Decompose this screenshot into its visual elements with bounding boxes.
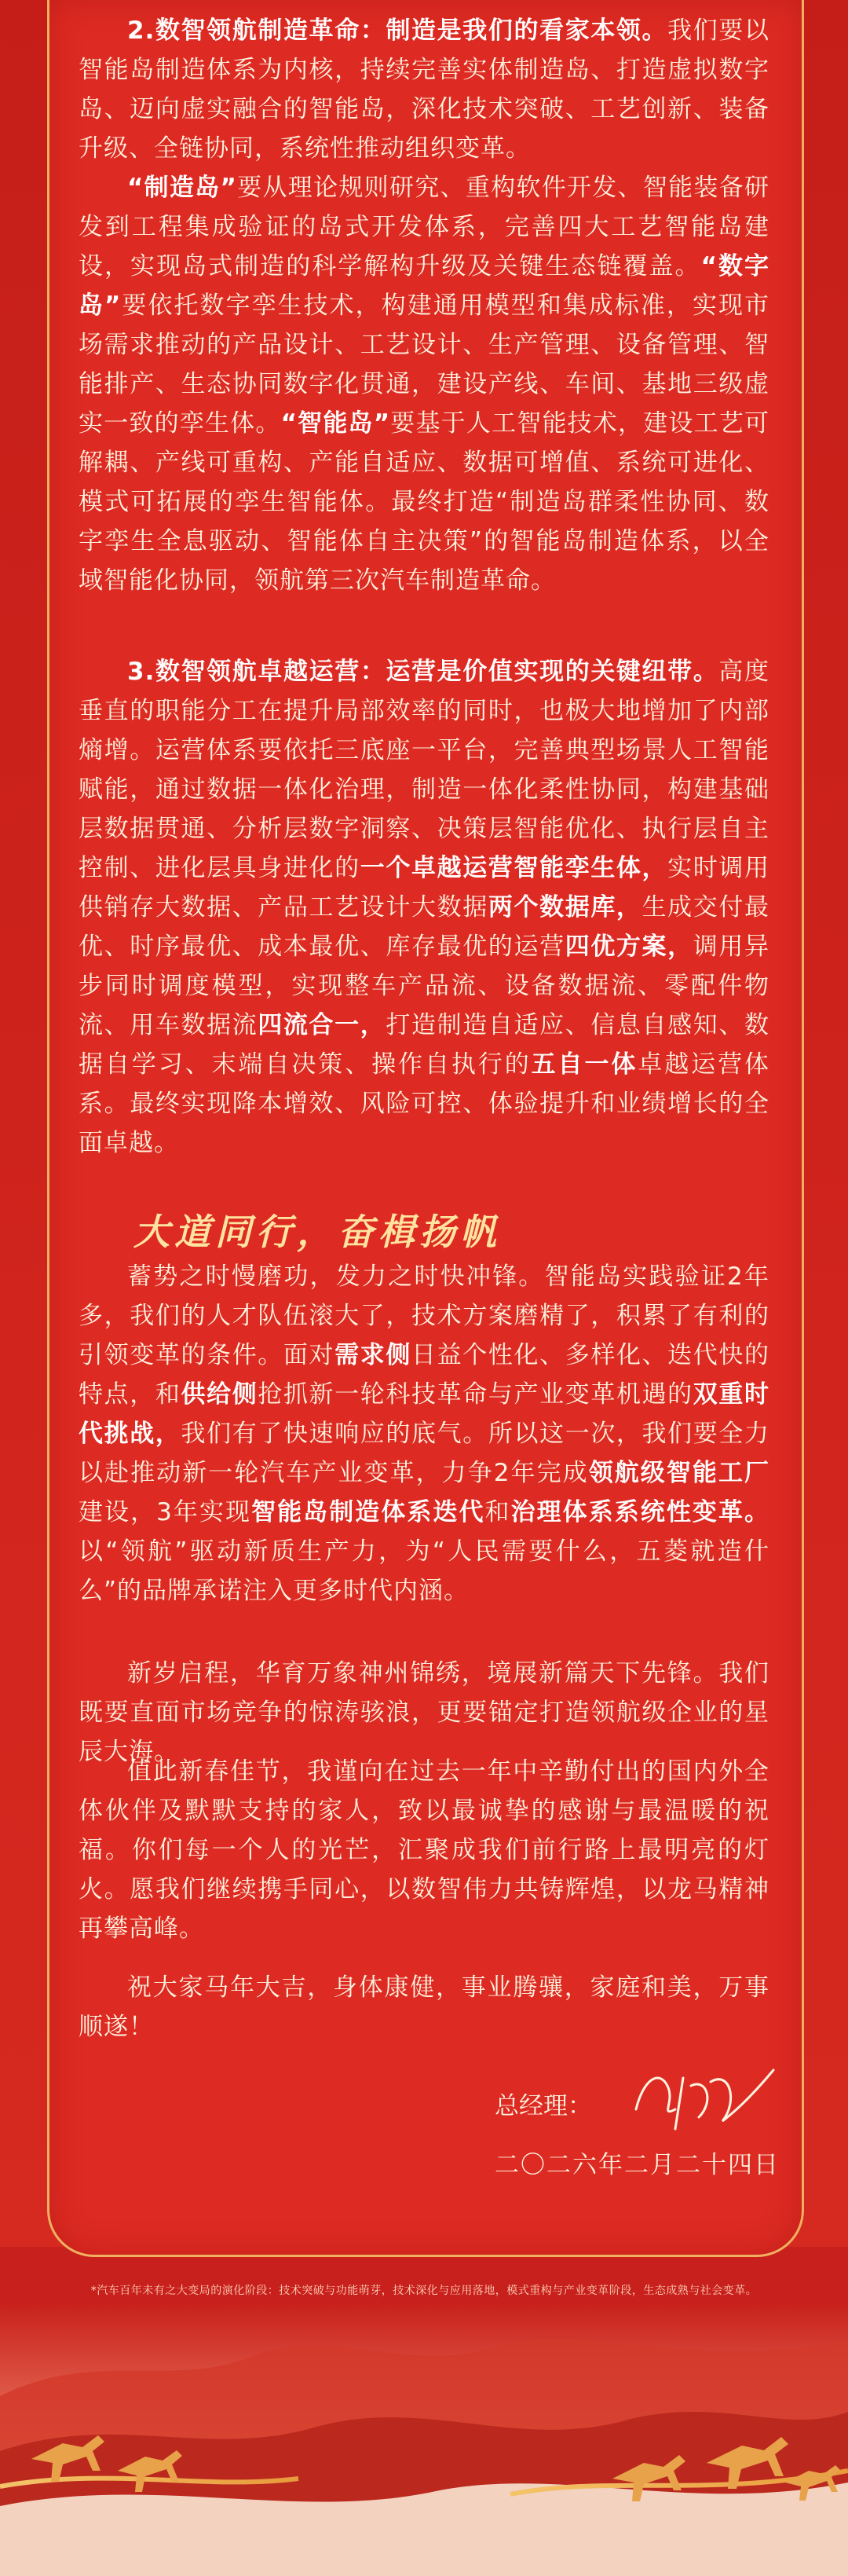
- vision-paragraph: 蓄势之时慢磨功，发力之时快冲锋。智能岛实践验证2年多，我们的人才队伍滚大了，技术方案磨精了，积累了有利的引领变革的条件。面对需求侧日益个性化、多样化、迭代快的特点，和供给侧抢抓新一轮科技革命与产业变革机遇的双重时代挑战，我们有了快速响应的底气。所以这一次，我们要全力以赴推动新一轮汽车产业变革，力争2年完成领航级智能工厂建设，3年实现智能岛制造体系迭代和治理体系系统性变革。以“领航”驱动新质生产力，为“人民需要什么，五菱就造什么”的品牌承诺注入更多时代内涵。: [79, 1262, 770, 1605]
- gratitude-paragraph: 值此新春佳节，我谨向在过去一年中辛勤付出的国内外全体伙伴及默默支持的家人，致以最诚挚的感谢与最温暖的祝福。你们每一个人的光芒，汇聚成我们前行路上最明亮的灯火。愿我们继续携手同心，以数智伟力共铸辉煌，以龙马精神再攀高峰。: [79, 1757, 769, 1943]
- section-2-islands-paragraph: “制造岛”要从理论规则研究、重构软件开发、智能装备研发到工程集成验证的岛式开发体系，完善四大工艺智能岛建设，实现岛式制造的科学解构升级及关键生态链覆盖。“数字岛”要依托数字孪生技术，构建通用模型和集成标准，实现市场需求推动的产品设计、工艺设计、生产管理、设备管理、智能排产、生态协同数字化贯通，建设产线、车间、基地三级虚实一致的孪生体。“智能岛”要基于人工智能技术，建设工艺可解耦、产线可重构、产能自适应、数据可增值、系统可进化、模式可拓展的孪生智能体。最终打造“制造岛群柔性协同、数字孪生全息驱动、智能体自主决策”的智能岛制造体系，以全域智能化协同，领航第三次汽车制造革命。: [79, 174, 770, 595]
- section-3-paragraph: 3.数智领航卓越运营：运营是价值实现的关键纽带。高度垂直的职能分工在提升局部效率的同时，也极大地增加了内部熵增。运营体系要依托三底座一平台，完善典型场景人工智能赋能，通过数据一体化治理，制造一体化柔性协同，构建基础层数据贯通、分析层数字洞察、决策层智能优化、执行层自主控制、进化层具身进化的一个卓越运营智能孪生体，实时调用供销存大数据、产品工艺设计大数据两个数据库，生成交付最优、时序最优、成本最优、库存最优的运营四优方案，调用异步同时调度模型，实现整车产品流、设备数据流、零配件物流、用车数据流四流合一，打造制造自适应、信息自感知、数据自学习、末端自决策、操作自执行的五自一体卓越运营体系。最终实现降本增效、风险可控、体验提升和业绩增长的全面卓越。: [79, 658, 770, 1157]
- new-year-paragraph: 新岁启程，华育万象神州锦绣，境展新篇天下先锋。我们既要直面市场竞争的惊涛骇浪，更要锚定打造领航级企业的星辰大海。: [79, 1659, 769, 1766]
- section-2-paragraph: 2.数智领航制造革命：制造是我们的看家本领。我们要以智能岛制造体系为内核，持续完善实体制造岛、打造虚拟数字岛、迈向虚实融合的智能岛，深化技术突破、工艺创新、装备升级、全链协同，系统性推动组织变革。: [79, 16, 769, 163]
- wishes-paragraph: 祝大家马年大吉，身体康健，事业腾骧，家庭和美，万事顺遂！: [79, 1973, 769, 2041]
- footnote: *汽车百年未有之大变局的演化阶段：技术突破与功能萌芽，技术深化与应用落地，模式重构与产业变革阶段，生态成熟与社会变革。: [90, 2285, 758, 2297]
- mountain-horses-art: [0, 2302, 848, 2576]
- handwritten-signature: [620, 2054, 785, 2141]
- section-title: 大道同行，奋楫扬帆: [133, 1211, 501, 1253]
- section-2-heading: 2.数智领航制造革命：制造是我们的看家本领。: [127, 16, 668, 45]
- section-3-heading: 3.数智领航卓越运营：运营是价值实现的关键纽带。: [127, 658, 719, 686]
- signature-date: 二〇二六年二月二十四日: [495, 2151, 780, 2179]
- signature-title: 总经理：: [495, 2092, 592, 2120]
